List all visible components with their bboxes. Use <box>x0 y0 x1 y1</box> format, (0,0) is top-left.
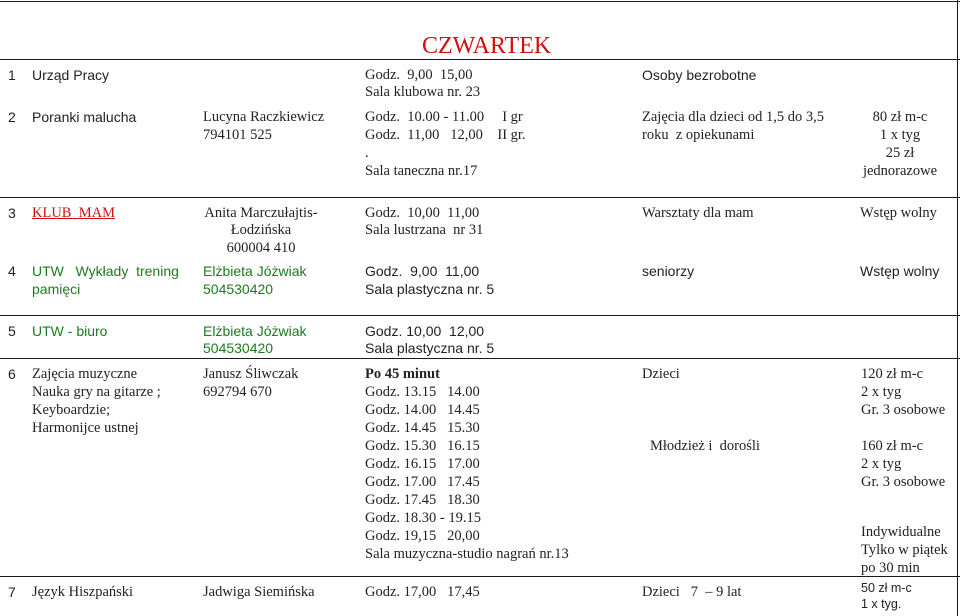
row7-leader: Jadwiga Siemińska <box>203 584 315 600</box>
row5-leader-line1: Elżbieta Jóżwiak <box>203 323 307 339</box>
row6-price-line3: Gr. 3 osobowe <box>861 402 946 418</box>
row2-price-line4: jednorazowe <box>862 163 938 179</box>
row6-price-line9: po 30 min <box>861 560 920 576</box>
row6-activity-line1: Zajęcia muzyczne <box>32 366 138 382</box>
row3-leader-line1: Anita Marczułajtis- <box>204 205 318 221</box>
row6-schedule-line1: Po 45 minut <box>365 366 440 382</box>
row2-audience-line1: Zajęcia dla dzieci od 1,5 do 3,5 <box>642 109 824 125</box>
row2-schedule-line1: Godz. 10.00 - 11.00 I gr <box>365 109 523 125</box>
row6-leader-line1: Janusz Śliwczak <box>203 366 299 382</box>
row2-leader-line1: Lucyna Raczkiewicz <box>203 109 325 125</box>
row6-schedule-line3: Godz. 14.00 14.45 <box>365 402 480 418</box>
row1-no: 1 <box>8 67 16 83</box>
row6-schedule-line9: Godz. 18.30 - 19.15 <box>365 510 481 526</box>
row6-schedule-line11: Sala muzyczna-studio nagrań nr.13 <box>365 546 569 562</box>
row6-audience-line2: Młodzież i dorośli <box>650 438 760 454</box>
row6-price-line7: Indywidualne <box>861 524 941 540</box>
row6-schedule-line10: Godz. 19,15 20,00 <box>365 528 480 544</box>
row7-top-rule <box>0 576 960 577</box>
row3-leader-line2: Łodzińska <box>230 222 292 238</box>
row2-price-line2: 1 x tyg <box>879 127 921 143</box>
row4-schedule-line1: Godz. 9,00 11,00 <box>365 263 480 279</box>
row2-price-line1: 80 zł m-c <box>872 109 928 125</box>
row7-schedule: Godz. 17,00 17,45 <box>365 584 480 600</box>
row1-schedule-line1: Godz. 9,00 15,00 <box>365 67 473 83</box>
row6-price-line8: Tylko w piątek <box>861 542 948 558</box>
row4-activity-line1: UTW Wykłady trening <box>32 263 179 279</box>
row4-leader-line1: Elżbieta Jóżwiak <box>203 263 307 279</box>
row6-schedule-line7: Godz. 17.00 17.45 <box>365 474 480 490</box>
row2-schedule-line4: Sala taneczna nr.17 <box>365 163 478 179</box>
row2-schedule-line2: Godz. 11,00 12,00 II gr. <box>365 127 526 143</box>
row5-schedule-line1: Godz. 10,00 12,00 <box>365 323 485 339</box>
row1-audience: Osoby bezrobotne <box>642 67 757 83</box>
row6-no: 6 <box>8 366 16 382</box>
row2-audience-line2: roku z opiekunami <box>642 127 755 143</box>
row4-no: 4 <box>8 263 16 279</box>
row2-no: 2 <box>8 109 16 125</box>
top-rule <box>0 1 960 2</box>
row1-schedule-line2: Sala klubowa nr. 23 <box>365 84 481 100</box>
row6-audience-line1: Dzieci <box>642 366 680 382</box>
row6-activity-line4: Harmonijce ustnej <box>32 420 139 436</box>
row7-no: 7 <box>8 584 16 600</box>
day-title: CZWARTEK <box>422 33 552 59</box>
row3-schedule-line1: Godz. 10,00 11,00 <box>365 205 480 221</box>
row4-leader-line2: 504530420 <box>203 281 274 297</box>
right-border <box>957 0 958 616</box>
row6-schedule-line4: Godz. 14.45 15.30 <box>365 420 480 436</box>
row4-activity-line2: pamięci <box>32 281 81 297</box>
row5-schedule-line2: Sala plastyczna nr. 5 <box>365 340 495 356</box>
row5-no: 5 <box>8 323 16 339</box>
row6-schedule-line2: Godz. 13.15 14.00 <box>365 384 480 400</box>
row6-price-line4: 160 zł m-c <box>861 438 924 454</box>
row2-leader-line2: 794101 525 <box>203 127 272 143</box>
row6-top-rule <box>0 358 960 359</box>
row2-price-line3: 25 zł <box>885 145 915 161</box>
row3-audience: Warsztaty dla mam <box>642 205 754 221</box>
row6-price-line6: Gr. 3 osobowe <box>861 474 946 490</box>
row6-price-line5: 2 x tyg <box>861 456 902 472</box>
row1-activity: Urząd Pracy <box>32 67 110 83</box>
row7-price-line1: 50 zł m-c <box>861 581 912 595</box>
row6-leader-line2: 692794 670 <box>203 384 272 400</box>
row2-activity: Poranki malucha <box>32 109 137 125</box>
row6-price-line1: 120 zł m-c <box>861 366 924 382</box>
row7-price-line2: 1 x tyg. <box>861 597 902 611</box>
row6-price-line2: 2 x tyg <box>861 384 902 400</box>
row3-price: Wstęp wolny <box>860 205 937 221</box>
row5-activity: UTW - biuro <box>32 323 108 339</box>
row3-no: 3 <box>8 205 16 221</box>
row3-leader-line3: 600004 410 <box>226 240 296 256</box>
row6-activity-line3: Keyboardzie; <box>32 402 111 418</box>
row5-leader-line2: 504530420 <box>203 340 274 356</box>
row2-schedule-line3: . <box>365 145 369 161</box>
row4-schedule-line2: Sala plastyczna nr. 5 <box>365 281 495 297</box>
row3-schedule-line2: Sala lustrzana nr 31 <box>365 222 484 238</box>
row7-activity: Język Hiszpański <box>32 584 134 600</box>
row4-price: Wstęp wolny <box>860 263 940 279</box>
row6-schedule-line5: Godz. 15.30 16.15 <box>365 438 480 454</box>
row5-top-rule <box>0 315 960 316</box>
row6-activity-line2: Nauka gry na gitarze ; <box>32 384 161 400</box>
row4-audience: seniorzy <box>642 263 695 279</box>
row3-activity: KLUB MAM <box>32 205 115 221</box>
row7-audience: Dzieci 7 – 9 lat <box>642 584 742 600</box>
row6-schedule-line8: Godz. 17.45 18.30 <box>365 492 480 508</box>
row6-schedule-line6: Godz. 16.15 17.00 <box>365 456 480 472</box>
row3-top-rule <box>0 197 960 198</box>
